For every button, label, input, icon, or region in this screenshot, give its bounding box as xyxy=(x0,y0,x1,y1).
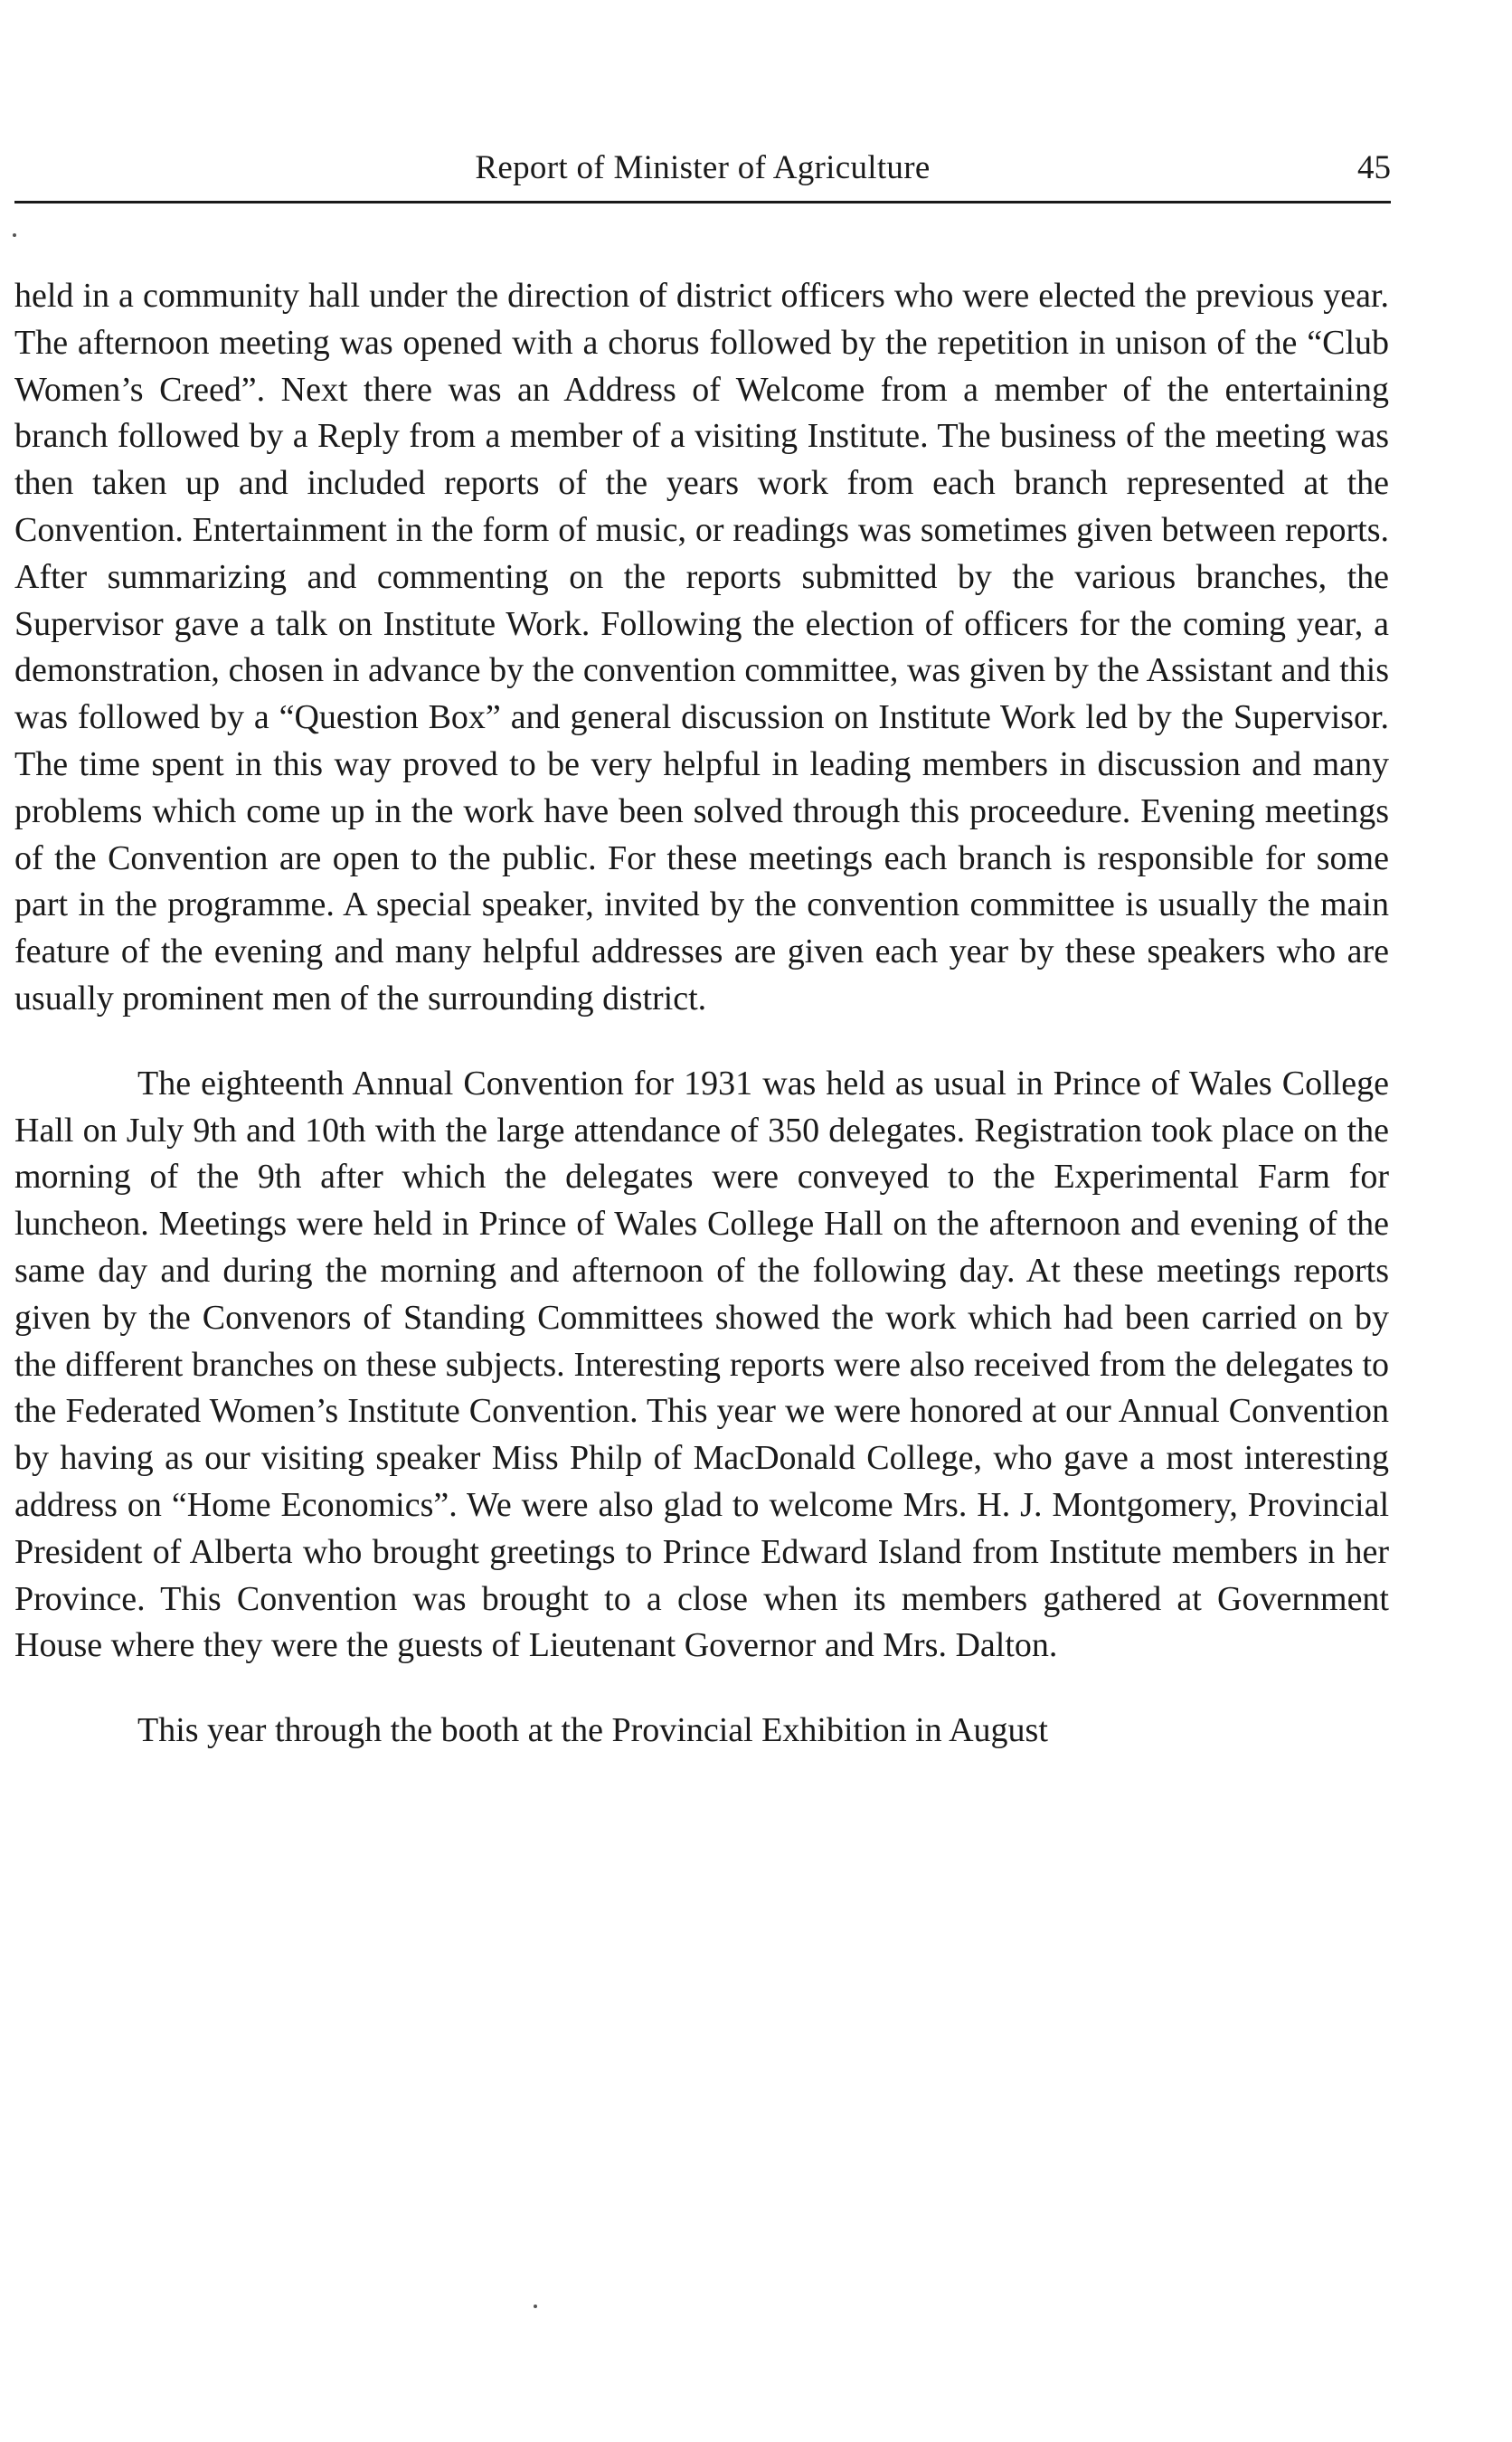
running-header xyxy=(14,143,1391,194)
paragraph-1: held in a community hall under the direction of district officers who were elected the previous year. The afternoon meeting was opened with a chorus followed by the repetition in unison of the “Club Women’s Creed”. Next there was an Address of Welcome from a member of the entertaining branch followed by a Reply from a member of a visiting Institute. The business of the meeting was then taken up and included reports of the years work from each branch represented at the Convention. Entertainment in the form of music, or readings was sometimes given between reports. After summarizing and commenting on the reports submitted by the various branches, the Supervisor gave a talk on Institute Work. Following the election of officers for the coming year, a demonstration, chosen in advance by the convention committee, was given by the Assistant and this was followed by a “Question Box” and general discussion on Institute Work led by the Supervisor. The time spent in this way proved to be very helpful in leading members in discussion and many problems which come up in the work have been solved through this proceedure. Evening meetings of the Convention are open to the public. For these meetings each branch is responsible for some part in the programme. A special speaker, invited by the convention committee is usually the main feature of the evening and many helpful addresses are given each year by these speakers who are usually prominent men of the surrounding district. xyxy=(14,277,1389,1018)
header-rule xyxy=(14,201,1391,204)
running-title: Report of Minister of Agriculture xyxy=(475,149,931,186)
body-text xyxy=(14,273,1389,1755)
margin-speck xyxy=(13,233,16,237)
page-number: 45 xyxy=(1357,149,1391,186)
scan-speck xyxy=(534,2305,537,2308)
paragraph-3: This year through the booth at the Provincial Exhibition in August xyxy=(137,1711,1048,1750)
paragraph-2: The eighteenth Annual Convention for 1931 was held as usual in Prince of Wales College Hall on July 9th and 10th with the large attendance of 350 delegates. Registration took place on the morning of the 9th after which the delegates were conveyed to the Experimental Farm for luncheon. Meetings were held in Prince of Wales College Hall on the afternoon and evening of the same day and during the morning and afternoon of the following day. At these meetings reports given by the Convenors of Standing Committees showed the work which had been carried on by the different branches on these subjects. Interesting reports were also received from the delegates to the Federated Women’s Institute Convention. This year we were honored at our Annual Convention by having as our visiting speaker Miss Philp of MacDonald College, who gave a most interesting address on “Home Economics”. We were also glad to welcome Mrs. H. J. Montgomery, Provincial President of Alberta who brought greetings to Prince Edward Island from Institute members in her Province. This Convention was brought to a close when its members gathered at Government House where they were the guests of Lieutenant Governor and Mrs. Dalton. xyxy=(14,1064,1389,1665)
